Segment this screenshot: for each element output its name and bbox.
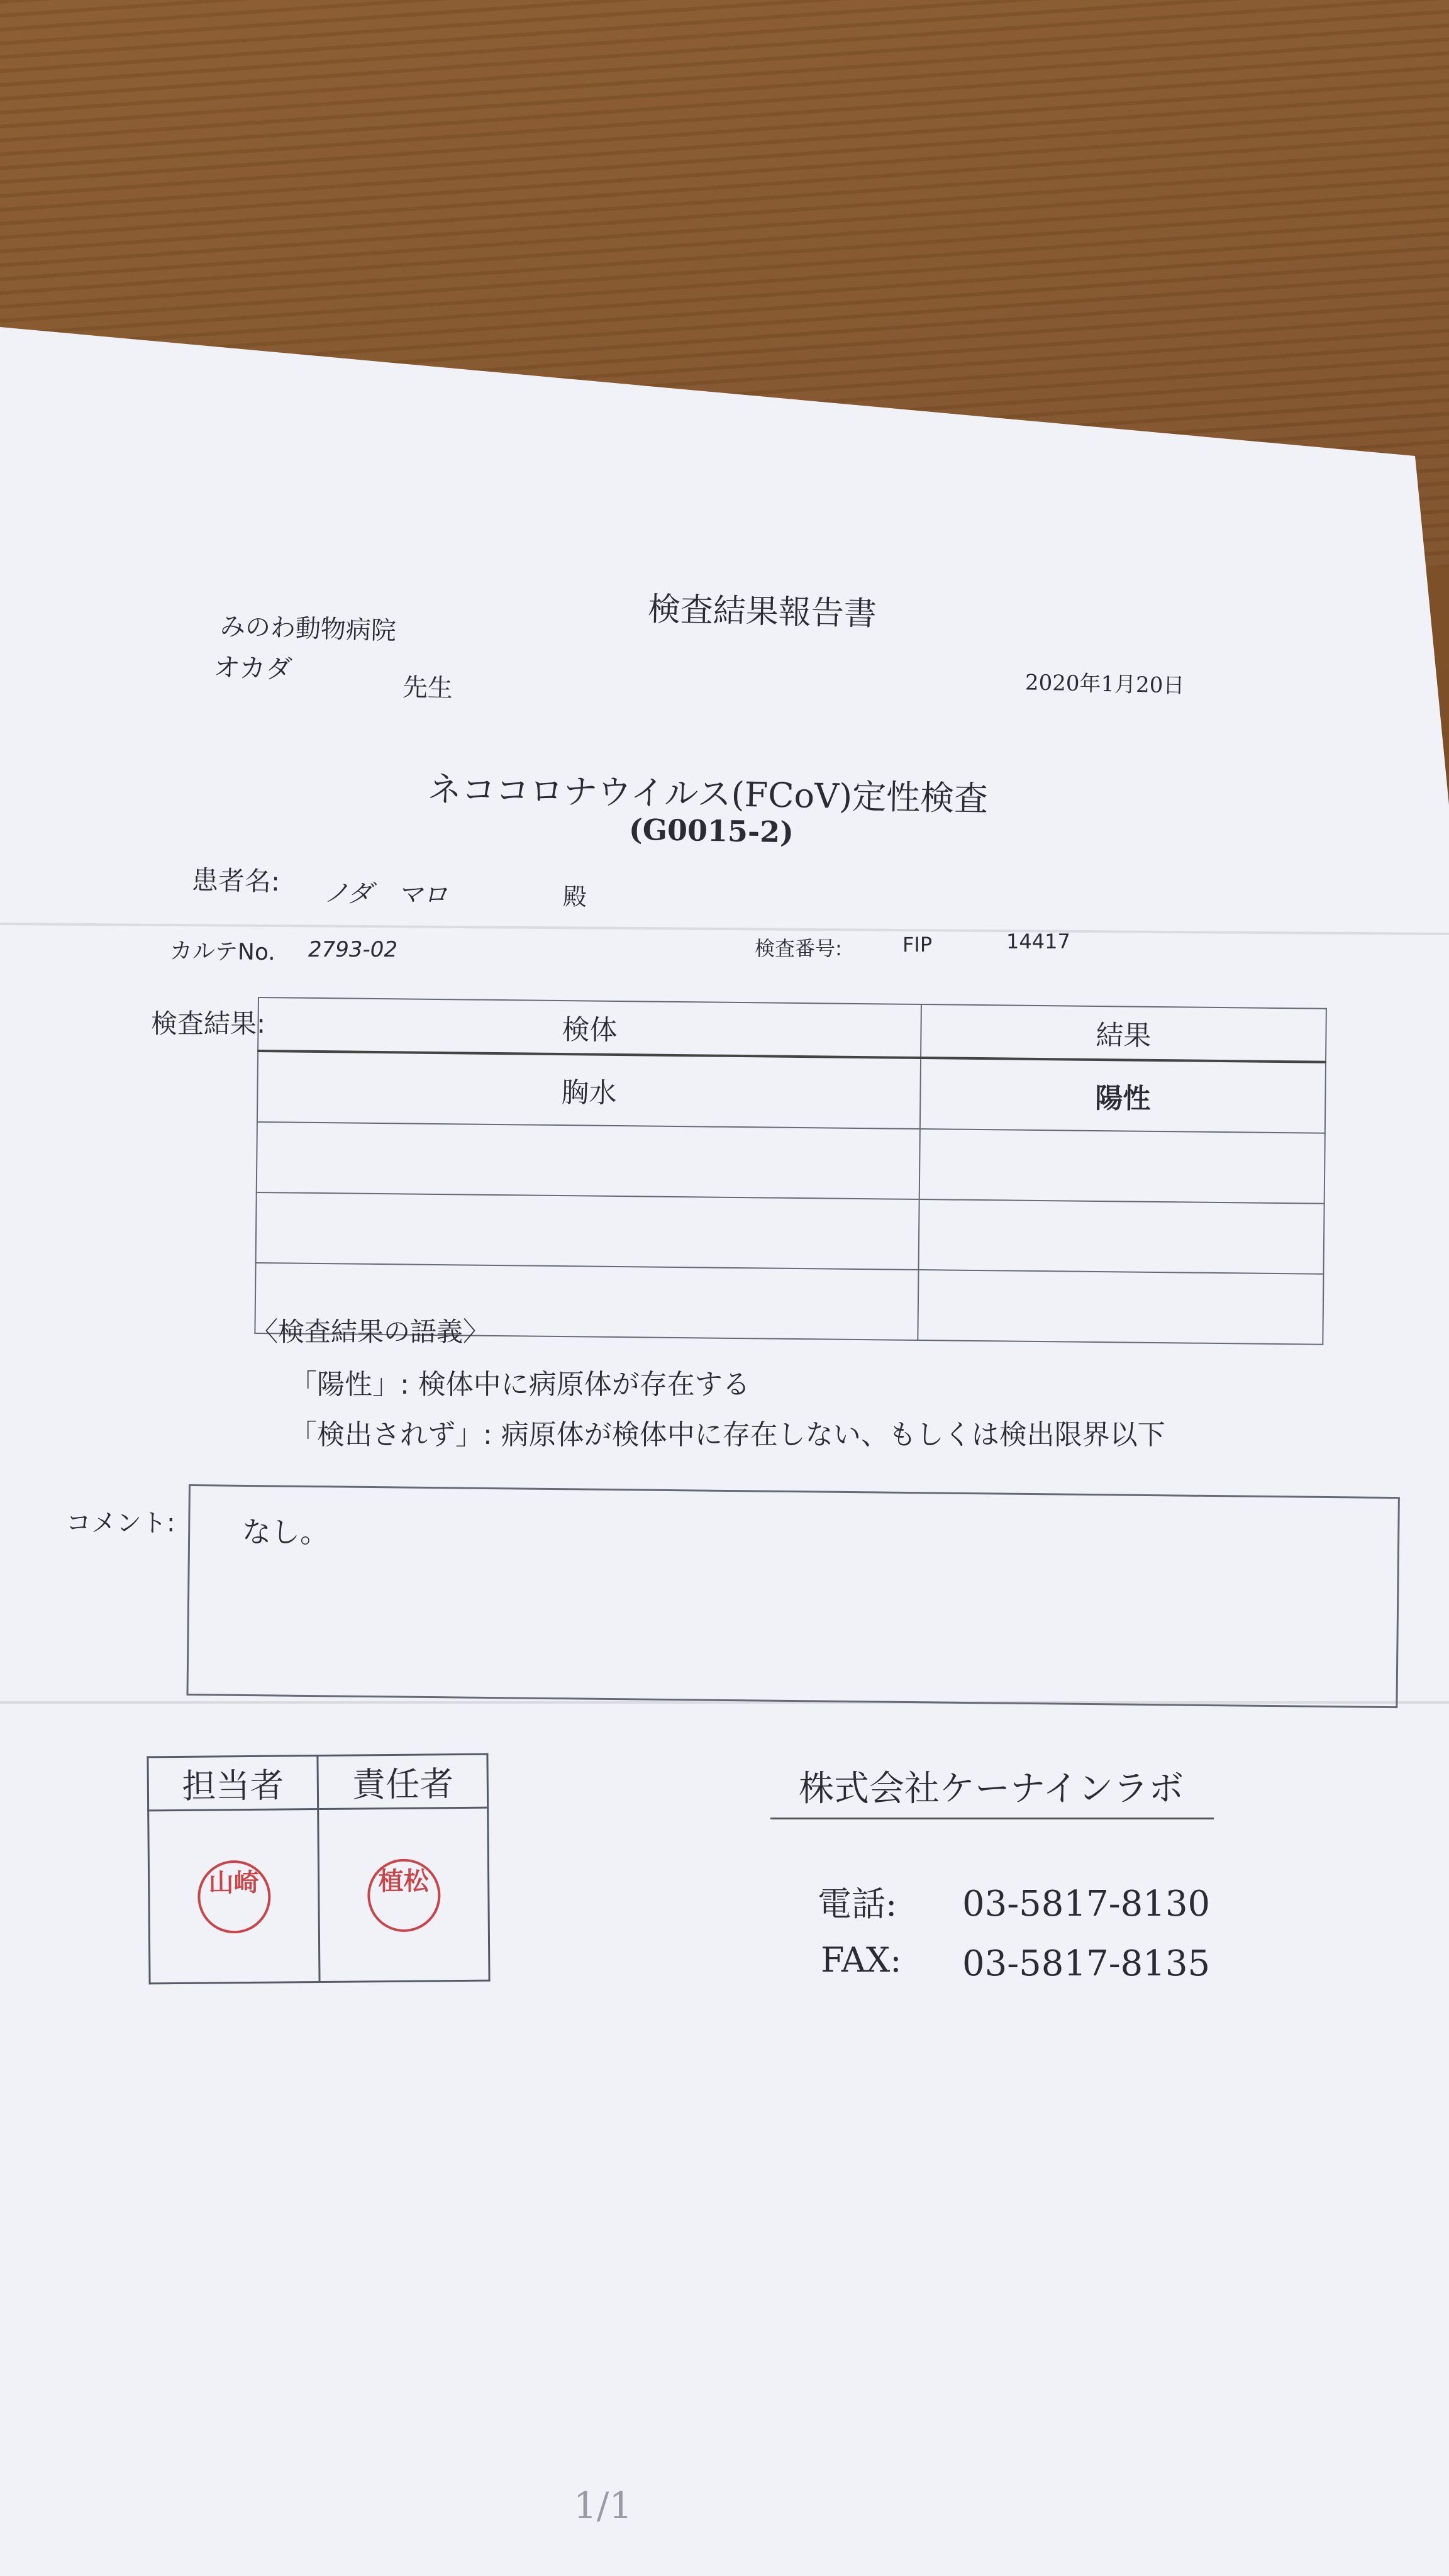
exam-no: 14417 [1006,930,1070,953]
chart-no: 2793-02 [308,937,398,962]
signature-seal-row [148,1807,489,1984]
specimen-cell: 胸水 [257,1051,921,1129]
doctor-suffix: 先生 [402,672,453,704]
result-cell [919,1199,1324,1274]
column-header: 結果 [921,1004,1326,1062]
column-header: 検体 [258,997,921,1058]
specimen-cell [257,1122,920,1199]
comment-label: コメント: [66,1509,175,1538]
patient-label: 患者名: [191,864,280,897]
fax-number: 03-5817-8135 [962,1943,1211,1984]
manager-seal-cell [318,1807,489,1982]
staff-seal-cell [148,1809,319,1984]
signature-header-row [148,1754,488,1811]
table-row [257,1051,1326,1133]
results-label: 検査結果: [151,1008,266,1039]
comment-text: なし。 [242,1515,329,1549]
clinic-name: みのわ動物病院 [219,612,397,646]
report-title: 検査結果報告書 [647,591,877,633]
company-name: 株式会社ケーナインラボ [799,1768,1184,1809]
glossary-not-detected: 「検出されず」: 病原体が検体中に存在しない、もしくは検出限界以下 [289,1419,1165,1451]
tel-label: 電話: [818,1884,897,1924]
sign-header-manager: 責任者 [318,1754,488,1809]
table-row [256,1192,1324,1274]
chart-no-label: カルテNo. [169,938,276,966]
tel-number: 03-5817-8130 [962,1884,1211,1924]
results-table [254,997,1327,1345]
glossary-title: 〈検査結果の語義〉 [252,1316,490,1347]
page-number: 1/1 [574,2484,633,2527]
staff-seal: 山崎 [197,1860,270,1933]
test-name: ネココロナウイルス(FCoV)定性検査 [427,769,989,819]
comment-box [186,1484,1399,1708]
result-cell [918,1270,1323,1345]
result-cell: 陽性 [920,1058,1326,1133]
fax-label: FAX: [821,1940,902,1980]
result-cell [919,1129,1325,1204]
sign-header-staff: 担当者 [148,1756,318,1811]
doctor-name: オカダ [213,652,293,685]
patient-suffix: 殿 [562,882,587,911]
specimen-cell [256,1192,919,1270]
signature-table [147,1753,490,1985]
manager-seal: 植松 [367,1858,440,1932]
report-date: 2020年1月20日 [1024,670,1185,699]
exam-no-label: 検査番号: [755,936,842,960]
patient-name: ノダ マロ [323,879,448,910]
test-code: (G0015-2) [628,812,794,850]
exam-no-prefix: FIP [902,933,933,957]
glossary-positive: 「陽性」: 検体中に病原体が存在する [289,1368,750,1401]
table-row [257,1122,1325,1204]
company-underline [770,1818,1214,1819]
